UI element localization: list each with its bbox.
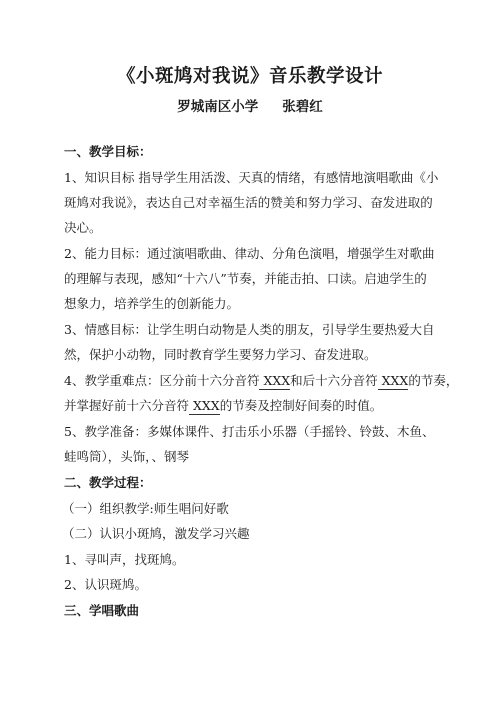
- section-heading-process: 二、教学过程：: [64, 475, 152, 490]
- paragraph-line: 1、知识目标 指导学生用活泼、天真的情绪，有感情地演唱歌曲《小: [64, 170, 439, 185]
- paragraph-line: 2、能力目标：通过演唱歌曲、律动、分角色演唱，增强学生对歌曲: [64, 246, 435, 261]
- paragraph-line: （一）组织教学:师生唱问好歌: [62, 501, 229, 516]
- paragraph-line: 决心。: [64, 220, 102, 235]
- paragraph-line: 5、教学准备：多媒体课件、打击乐小乐器（手摇铃、铃鼓、木鱼、: [64, 424, 435, 439]
- author-name: 张碧红: [282, 99, 323, 115]
- paragraph-line: 然，保护小动物，同时教育学生要努力学习、奋发进取。: [64, 347, 377, 362]
- section-heading-goals: 一、教学目标：: [64, 144, 152, 159]
- paragraph-line-rhythm: [64, 373, 459, 389]
- text-run: 和后十六分音符: [290, 373, 378, 388]
- paragraph-line: 1、寻叫声，找斑鸠。: [64, 552, 185, 567]
- paragraph-line: 想象力，培养学生的创新能力。: [64, 296, 240, 311]
- paragraph-line-rhythm: [64, 398, 444, 414]
- paragraph-line: 的理解与表现，感知“十六八”节奏，并能击拍、口读。启迪学生的: [64, 271, 427, 286]
- paragraph-line: 3、情感目标：让学生明白动物是人类的朋友，引导学生要热爱大自: [64, 322, 435, 337]
- rhythm-notation: XXX: [377, 373, 409, 388]
- text-run: 并掌握好前十六分音符: [64, 398, 190, 413]
- text-run: 的节奏，: [408, 373, 459, 388]
- paragraph-line: （二）认识小斑鸠，激发学习兴趣: [62, 526, 250, 541]
- document-title: 《小斑鸠对我说》音乐教学设计: [116, 66, 383, 87]
- paragraph-line: 蛙鸣筒），头饰，、钢琴: [64, 449, 190, 464]
- school-name: 罗城南区小学: [177, 99, 259, 115]
- section-heading-learn-song: 三、学唱歌曲: [64, 603, 140, 618]
- rhythm-notation: XXX: [259, 373, 291, 388]
- text-run: 4、教学重难点：区分前十六分音符: [64, 373, 260, 388]
- text-run: 的节奏及控制好间奏的时值。: [219, 398, 383, 413]
- paragraph-line: 斑鸠对我说》，表达自己对幸福生活的赞美和努力学习、奋发进取的: [64, 195, 433, 210]
- rhythm-notation: XXX: [189, 398, 220, 413]
- paragraph-line: 2、认识斑鸠。: [64, 577, 147, 592]
- author-line: [0, 95, 500, 115]
